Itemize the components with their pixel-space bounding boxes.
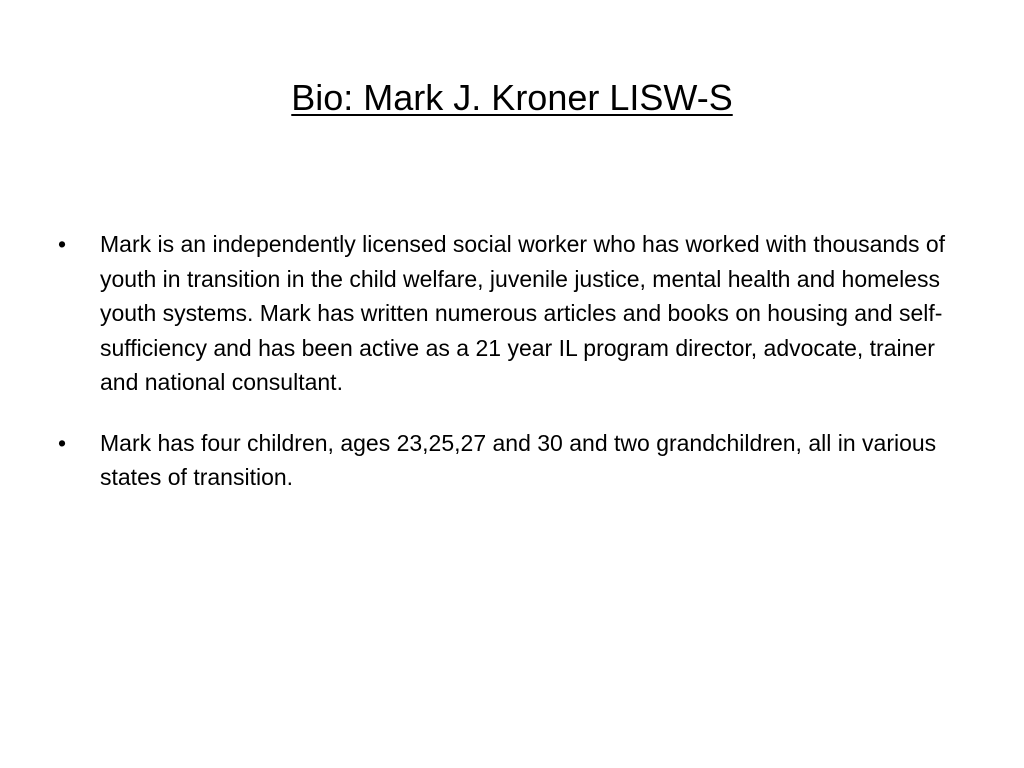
slide-title: Bio: Mark J. Kroner LISW-S xyxy=(291,77,733,118)
bullet-item-2 xyxy=(58,426,968,495)
bullet-icon: • xyxy=(58,231,67,257)
bullet-list xyxy=(58,227,968,521)
bullet-item-1 xyxy=(58,227,968,400)
bullet-icon: • xyxy=(58,429,67,456)
bullet-text-2: Mark has four children, ages 23,25,27 and 30 and two grandchildren, all in various states of transition. xyxy=(100,429,937,490)
bullet-text-1: Mark is an independently licensed social worker who has worked with thousands of youth in transition in the child welfare, juvenile justice, mental health and homeless youth systems. Mark has written numerous articles and books on housing and self-sufficiency and has been active as a 21 year IL program director, advocate, trainer and national consultant. xyxy=(100,231,946,395)
